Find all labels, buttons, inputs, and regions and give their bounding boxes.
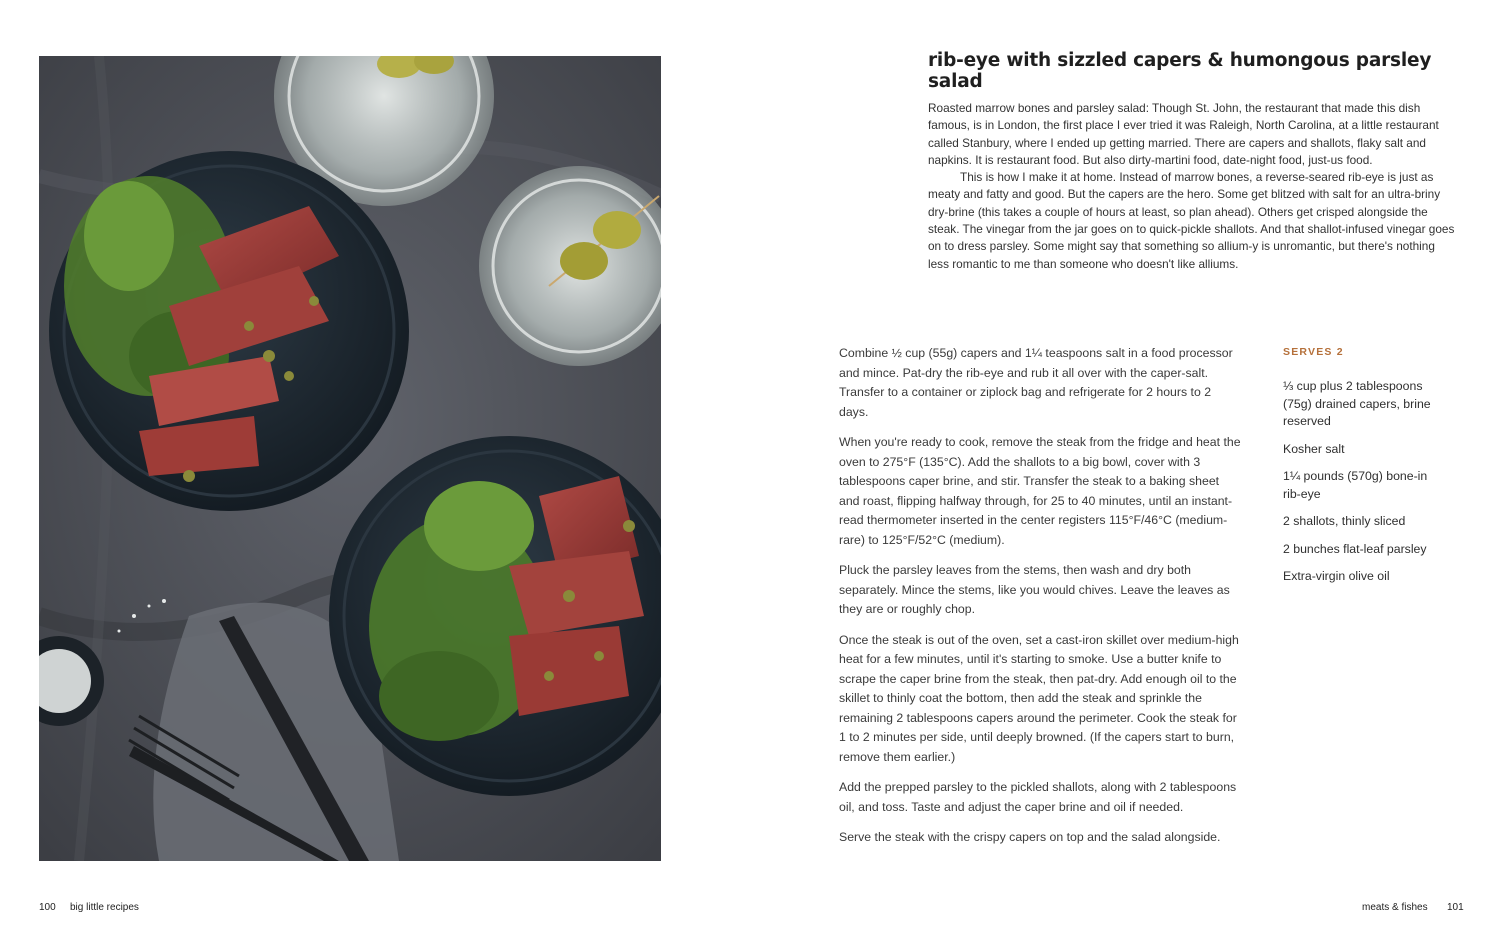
food-photo: [39, 56, 661, 861]
ingredient-item: 2 bunches flat-leaf parsley: [1283, 541, 1427, 556]
headnote-paragraph: This is how I make it at home. Instead of marrow bones, a reverse-seared rib-eye is just as meaty and fatty and good. But the capers are the hero. Some get blitzed with salt for an ultra-briny dry-brine (this takes a couple of hours at least, so plan ahead). Others get crisped alongside the steak. The vinegar from the jar goes on to quick-pickle shallots. And that shallot-infused vinegar goes on to dress parsley. Some might say that something so allium-y is unromantic, but there's nothing less romantic to me than someone who doesn't like alliums.: [928, 170, 1455, 271]
method-step: Once the steak is out of the oven, set a cast-iron skillet over medium-high heat for a few minutes, until it's starting to smoke. Use a butter knife to scrape the caper brine from the steak, then pat-dry. Add enough oil to the skillet to thinly coat the bottom, then add the steak and sprinkle the remaining 2 tablespoons capers around the perimeter. Cook the steak for 1 to 2 minutes per side, until deeply browned. (If the capers start to burn, remove them earlier.): [839, 632, 1239, 764]
headnote-paragraph: Roasted marrow bones and parsley salad: Though St. John, the restaurant that made this dish famous, is in London, the first place I ever tried it was Raleigh, North Carolina, at a little restaurant called Stanbury, where I ended up getting married. There are capers and shallots, flaky salt and napkins. It is restaurant food. But also dirty-martini food, date-night food, just-us food.: [928, 101, 1439, 167]
recipe-headnote: [928, 100, 1456, 273]
ingredient-item: Kosher salt: [1283, 441, 1345, 456]
method-step: Add the prepped parsley to the pickled shallots, along with 2 tablespoons oil, and toss. Taste and adjust the caper brine and oil if needed.: [839, 780, 1237, 814]
ingredient-list: [1283, 378, 1443, 596]
method-step: When you're ready to cook, remove the steak from the fridge and heat the oven to 275°F (135°C). Add the shallots to a big bowl, cover with 3 tablespoons caper brine, and stir. Transfer the steak to a baking sheet and roast, flipping halfway through, for 25 to 40 minutes, until an instant-read thermometer inserted in the center registers 115°F/46°C (medium-rare) to 125°F/52°C (medium).: [839, 435, 1241, 547]
right-running-title: meats & fishes: [1362, 902, 1428, 913]
ingredient-item: Extra-virgin olive oil: [1283, 569, 1390, 583]
method-step: Serve the steak with the crispy capers on top and the salad alongside.: [839, 830, 1221, 844]
recipe-title: rib-eye with sizzled capers & humongous parsley salad: [928, 50, 1432, 92]
ingredient-item: 1¼ pounds (570g) bone-in rib-eye: [1283, 469, 1428, 501]
serves-label: SERVES 2: [1283, 346, 1344, 358]
method-step: Pluck the parsley leaves from the stems, then wash and dry both separately. Mince the stems, like you would chives. Leave the leaves as they are or roughly chop.: [839, 563, 1230, 616]
left-running-title: big little recipes: [70, 902, 139, 913]
left-page-number: 100: [39, 902, 56, 913]
right-page-number: 101: [1447, 902, 1464, 913]
ingredient-item: 2 shallots, thinly sliced: [1283, 514, 1406, 528]
ingredient-item: ⅓ cup plus 2 tablespoons (75g) drained capers, brine reserved: [1283, 379, 1431, 428]
method-step: Combine ½ cup (55g) capers and 1¼ teaspoons salt in a food processor and mince. Pat-dry the rib-eye and rub it all over with the caper-salt. Transfer to a container or ziplock bag and refrigerate for 2 hours to 2 days.: [839, 346, 1233, 419]
recipe-method: [839, 344, 1241, 859]
